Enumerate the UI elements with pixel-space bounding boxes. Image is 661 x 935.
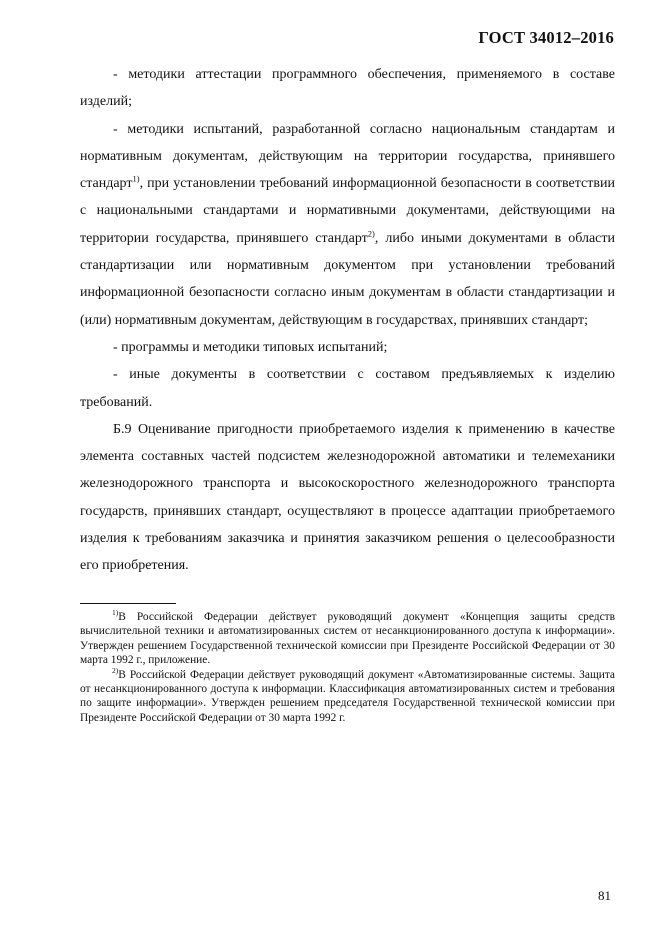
footnote-text-2: В Российской Федерации действует руководящий документ «Автоматизированные системы. Защита от несанкционированного доступа к информации. Классификация автоматизированных систем и требования по защите информации». Утвержден решением председателя Государственной технической комиссии при Президенте Российской Федерации от 30 марта 1992 г. xyxy=(80,668,615,724)
paragraph-other-documents: - иные документы в соответствии с составом предъявляемых к изделию требований. xyxy=(80,367,615,410)
paragraph-test-programs: - программы и методики типовых испытаний; xyxy=(113,339,388,355)
footnote-ref-1[interactable]: 1) xyxy=(132,173,140,184)
paragraph-test-methods-part2: , при установлении требований информационной безопасности в соответствии с национальными стандартами и нормативными документами, действующими на территории государства, принявшего стандарт xyxy=(80,176,615,246)
paragraph-test-methods-part3: , либо иными документами в области стандартизации или нормативным документом при установлении требований информационной безопасности согласно иным документам в области стандартизации и (или) нормативным документам, действующим в государствах, принявших стандарт; xyxy=(80,230,615,328)
paragraph-test-methods-part1: - методики испытаний, разработанной согласно национальным стандартам и нормативным документам, действующим на территории государства, принявшего стандарт xyxy=(80,121,615,192)
footnote-2 xyxy=(80,665,615,726)
main-text xyxy=(80,61,615,580)
footnote-marker-2: 2) xyxy=(112,665,119,675)
footnote-ref-2[interactable]: 2) xyxy=(367,228,375,239)
footnote-text-1: В Российской Федерации действует руководящий документ «Концепция защиты средств вычислительной техники и автоматизированных систем от несанкционированного доступа к информации». Утвержден решением Государственной технической комиссии при Президенте Российской Федерации от 30 марта 1992 г., приложение. xyxy=(80,611,615,667)
paragraph-test-methods xyxy=(80,116,615,334)
page-number: 81 xyxy=(598,888,611,903)
paragraph-certification-methods: - методики аттестации программного обеспечения, применяемого в составе изделий; xyxy=(80,67,615,110)
standard-header: ГОСТ 34012–2016 xyxy=(478,28,614,47)
footnote-marker-1: 1) xyxy=(112,608,119,618)
paragraph-b9: Б.9 Оценивание пригодности приобретаемого изделия к применению в качестве элемента составных частей подсистем железнодорожной автоматики и телемеханики железнодорожного транспорта и высокоскоростного железнодорожного транспорта государств, принявших стандарт, осуществляют в процессе адаптации приобретаемого изделия к требованиям заказчика и принятия заказчиком решения о целесообразности его приобретения. xyxy=(80,421,615,574)
footnotes xyxy=(80,610,615,725)
footnote-1 xyxy=(80,610,615,668)
footnote-separator xyxy=(80,603,176,604)
